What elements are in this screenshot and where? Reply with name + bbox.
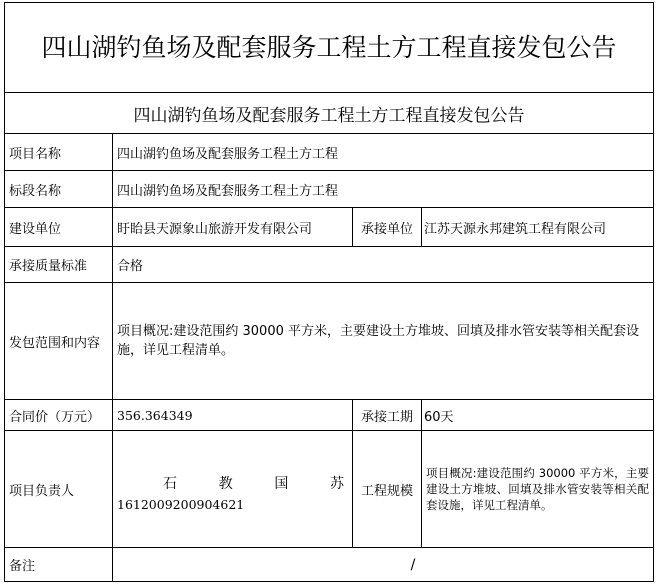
manager-name-char: 石 [163, 476, 177, 492]
table-subtitle: 四山湖钓鱼场及配套服务工程土方工程直接发包公告 [4, 92, 654, 134]
project-name-label: 项目名称 [4, 133, 113, 171]
section-name-value: 四山湖钓鱼场及配套服务工程土方工程 [112, 170, 654, 208]
manager-name-char: 国 [274, 476, 289, 492]
scope-label: 发包范围和内容 [4, 282, 113, 400]
price-value: 356.364349 [112, 399, 353, 431]
manager-name [117, 473, 348, 493]
builder-label: 建设单位 [4, 207, 113, 247]
scale-label: 工程规模 [352, 430, 422, 548]
quality-label: 承接质量标准 [4, 246, 113, 283]
period-label: 承接工期 [352, 399, 422, 431]
manager-name-char: 教 [218, 476, 233, 492]
price-label: 合同价（万元） [4, 399, 113, 431]
manager-label: 项目负责人 [4, 430, 113, 548]
page-title: 四山湖钓鱼场及配套服务工程土方工程直接发包公告 [4, 2, 654, 93]
manager-cert-code: 1612009200904621 [117, 497, 245, 512]
announcement-table [4, 2, 654, 582]
section-name-label: 标段名称 [4, 170, 113, 208]
quality-value: 合格 [112, 246, 654, 283]
scope-value: 项目概况:建设范围约 30000 平方米，主要建设土方堆坡、回填及排水管安装等相关配套设施，详见工程清单。 [112, 282, 654, 400]
contractor-label: 承接单位 [352, 207, 422, 247]
contractor-value: 江苏天源永邦建筑工程有限公司 [421, 207, 654, 247]
builder-value: 盱眙县天源象山旅游开发有限公司 [112, 207, 353, 247]
manager-value [112, 430, 353, 548]
manager-name-char: 苏 [329, 476, 344, 492]
remark-value: / [112, 547, 654, 582]
scale-value: 项目概况:建设范围约 30000 平方米，主要建设土方堆坡、回填及排水管安装等相关配套设施，详见工程清单。 [421, 430, 654, 548]
project-name-value: 四山湖钓鱼场及配套服务工程土方工程 [112, 133, 654, 171]
period-value: 60天 [421, 399, 654, 431]
remark-label: 备注 [4, 547, 113, 582]
